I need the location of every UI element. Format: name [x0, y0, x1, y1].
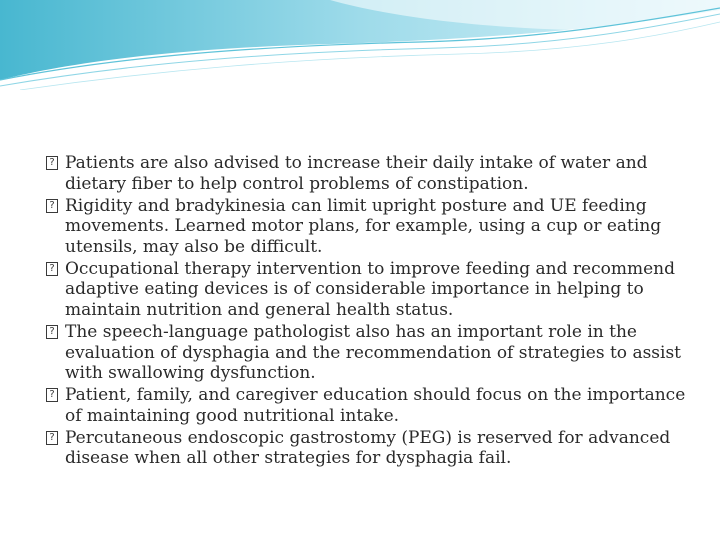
bullet-list: [46, 153, 686, 469]
bullet-item-occupational-therapy: [46, 259, 686, 321]
bullet-text: Occupational therapy intervention to improve feeding and recommend adaptive eating devices is of considerable importance in helping to maintain nutrition and general health status.: [65, 258, 675, 320]
bullet-text: Rigidity and bradykinesia can limit upright posture and UE feeding movements. Learned motor plans, for example, using a cup or eating utensils, may also be difficult.: [65, 195, 662, 257]
bullet-box-icon: ?: [46, 199, 58, 213]
bullet-box-icon: ?: [46, 325, 58, 339]
bullet-item-peg: [46, 428, 686, 469]
bullet-item-speech-language: [46, 322, 686, 384]
bullet-text: The speech-language pathologist also has an important role in the evaluation of dysphagia and the recommendation of strategies to assist with swallowing dysfunction.: [65, 321, 682, 384]
header-wave-decoration: [0, 0, 720, 90]
bullet-box-icon: ?: [46, 262, 58, 276]
bullet-text: Patient, family, and caregiver education should focus on the importance of maintaining good nutritional intake.: [65, 385, 686, 426]
bullet-box-icon: ?: [46, 156, 58, 170]
bullet-box-icon: ?: [46, 431, 58, 445]
bullet-text: Percutaneous endoscopic gastrostomy (PEG) is reserved for advanced disease when all other strategies for dysphagia fail.: [65, 427, 671, 469]
slide-body: [46, 153, 686, 470]
bullet-item-constipation: [46, 153, 686, 194]
bullet-item-rigidity: [46, 196, 686, 258]
bullet-item-education: [46, 385, 686, 426]
bullet-box-icon: ?: [46, 388, 58, 402]
bullet-text: Patients are also advised to increase their daily intake of water and dietary fiber to help control problems of constipation.: [65, 153, 648, 194]
